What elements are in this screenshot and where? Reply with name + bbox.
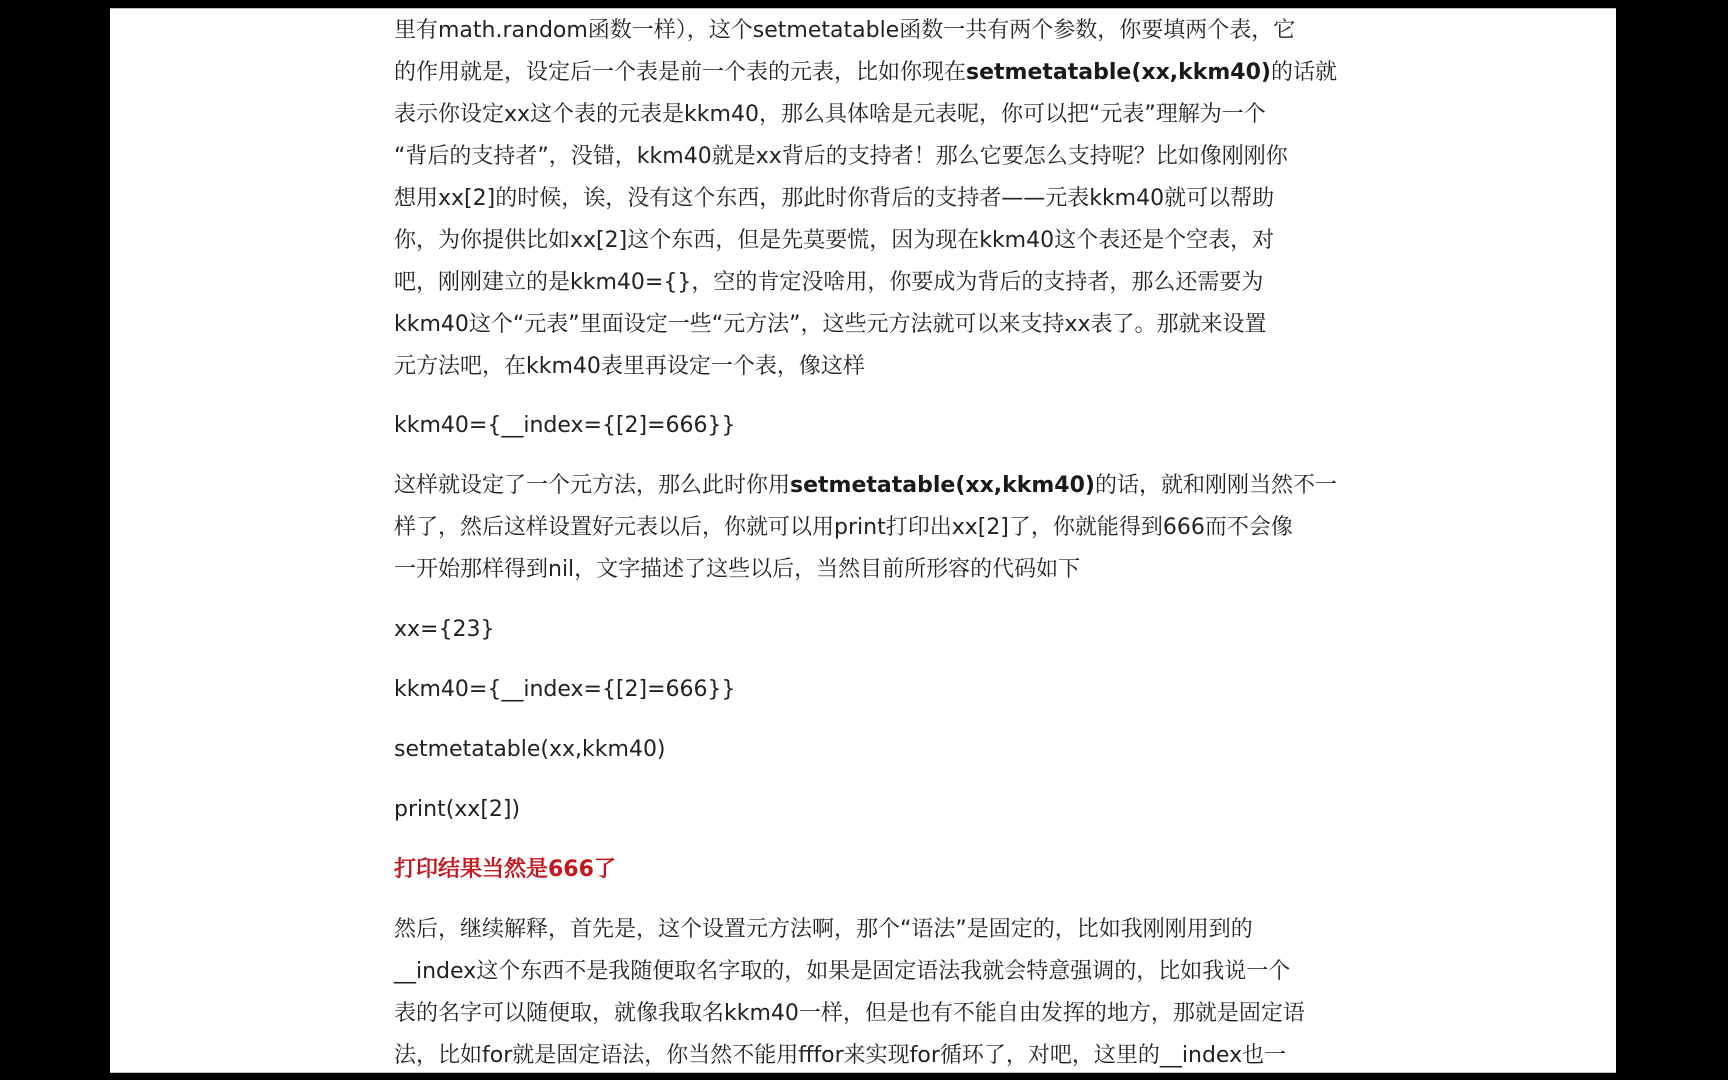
- text-line: 吧，刚刚建立的是kkm40={}，空的肯定没啥用，你要成为背后的支持者，那么还需要为: [394, 270, 1264, 295]
- text-line: 你，为你提供比如xx[2]这个东西，但是先莫要慌，因为现在kkm40这个表还是个空表，对: [394, 228, 1275, 253]
- text-line: [394, 52, 1374, 94]
- text-line: 表的名字可以随便取，就像我取名kkm40一样，但是也有不能自由发挥的地方，那就是固定语: [394, 1001, 1305, 1026]
- document-page: [110, 8, 1616, 1073]
- code-line-print: print(xx[2]): [394, 797, 521, 822]
- text-line: “背后的支持者”，没错，kkm40就是xx背后的支持者！那么它要怎么支持呢？比如像刚刚你: [394, 144, 1288, 169]
- code-line-kkm40: kkm40={__index={[2]=666}}: [394, 413, 736, 438]
- text-span: 这样就设定了一个元方法，那么此时你用: [394, 473, 791, 498]
- bold-code-span: setmetatable(xx,kkm40): [790, 473, 1095, 498]
- code-line-kkm40: kkm40={__index={[2]=666}}: [394, 677, 736, 702]
- paragraph-fixed-syntax: [394, 909, 1374, 1073]
- text-line: 样了，然后这样设置好元表以后，你就可以用print打印出xx[2]了，你就能得到666而不会像: [394, 515, 1293, 540]
- text-line: 一开始那样得到nil，文字描述了这些以后，当然目前所形容的代码如下: [394, 557, 1081, 582]
- paragraph-metamethod: [394, 465, 1374, 591]
- text-span: 的话，就和刚刚当然不一: [1094, 473, 1337, 498]
- text-line: 元方法吧，在kkm40表里再设定一个表，像这样: [394, 354, 865, 379]
- text-line: __index这个东西不是我随便取名字取的，如果是固定语法我就会特意强调的，比如我说一个: [394, 959, 1291, 984]
- text-line: [394, 465, 1374, 507]
- result-highlight: 打印结果当然是666了: [394, 857, 616, 882]
- text-line: 表示你设定xx这个表的元表是kkm40，那么具体啥是元表呢，你可以把“元表”理解为一个: [394, 102, 1266, 127]
- code-line-setmetatable: setmetatable(xx,kkm40): [394, 737, 666, 762]
- text-span: 的作用就是，设定后一个表是前一个表的元表，比如你现在: [394, 60, 967, 85]
- text-line: 法，比如for就是固定语法，你当然不能用fffor来实现for循环了，对吧，这里的__index也一: [394, 1043, 1287, 1068]
- text-span: 的话就: [1270, 60, 1337, 85]
- code-line-xx: xx={23}: [394, 617, 495, 642]
- bold-code-span: setmetatable(xx,kkm40): [966, 60, 1271, 85]
- text-line: 然后，继续解释，首先是，这个设置元方法啊，那个“语法”是固定的，比如我刚刚用到的: [394, 917, 1253, 942]
- text-line: 里有math.random函数一样），这个setmetatable函数一共有两个参数，你要填两个表，它: [394, 18, 1296, 43]
- article-content: [394, 9, 1374, 1073]
- text-line: kkm40这个“元表”里面设定一些“元方法”，这些元方法就可以来支持xx表了。那就来设置: [394, 312, 1267, 337]
- paragraph-metatable-intro: [394, 9, 1374, 388]
- text-line: 想用xx[2]的时候，诶，没有这个东西，那此时你背后的支持者——元表kkm40就可以帮助: [394, 186, 1275, 211]
